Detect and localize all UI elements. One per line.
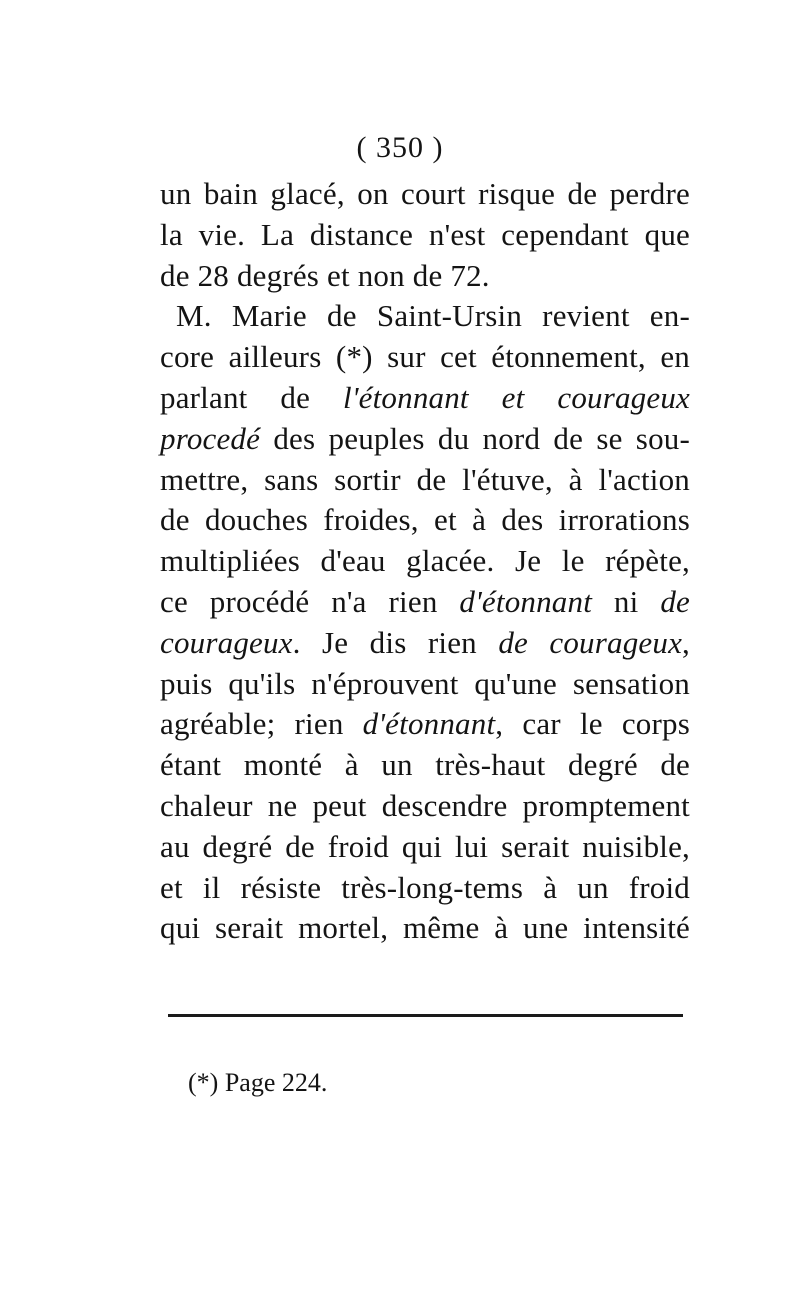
text-line: et il résiste très-long-tems à un froid [160,869,690,905]
italic-phrase: courageux [160,624,293,660]
page-number: ( 350 ) [356,131,444,164]
italic-phrase: procedé [160,420,261,456]
text-line: ce procédé n'a rien d'étonnant ni de [160,583,690,619]
text-line: chaleur ne peut descendre promptement [160,787,690,823]
text-line: au degré de froid qui lui serait nuisible, [160,828,690,864]
text-line: qui serait mortel, même à une intensité [160,910,690,946]
text-line: mettre, sans sortir de l'étuve, à l'action [160,461,690,497]
text-line: de 28 degrés et non de 72. [160,257,490,293]
italic-phrase: l'étonnant et courageux [343,379,691,415]
italic-phrase: d'étonnant [459,583,593,619]
italic-phrase: de [660,583,690,619]
text-line: M. Marie de Saint-Ursin revient en- [176,298,690,334]
text-line: courageux. Je dis rien de courageux, [160,624,690,660]
body-text [160,174,690,949]
text-line: la vie. La distance n'est cependant que [160,216,690,252]
italic-phrase: d'étonnant [362,706,496,742]
text-line: multipliées d'eau glacée. Je le répète, [160,543,690,579]
text-line: agréable; rien d'étonnant, car le corps [160,706,690,742]
text-line: étant monté à un très-haut degré de [160,747,690,783]
text-line: parlant de l'étonnant et courageux [160,379,691,415]
text-line: procedé des peuples du nord de se sou- [160,420,690,456]
text-line: core ailleurs (*) sur cet étonnement, en [160,339,690,375]
text-line: de douches froides, et à des irrorations [160,502,690,538]
italic-phrase: de courageux [498,624,683,660]
text-line: un bain glacé, on court risque de perdre [160,176,690,211]
text-line: puis qu'ils n'éprouvent qu'une sensation [160,665,690,701]
footnote-divider [168,1014,683,1017]
footnote: (*) Page 224. [188,1068,328,1097]
